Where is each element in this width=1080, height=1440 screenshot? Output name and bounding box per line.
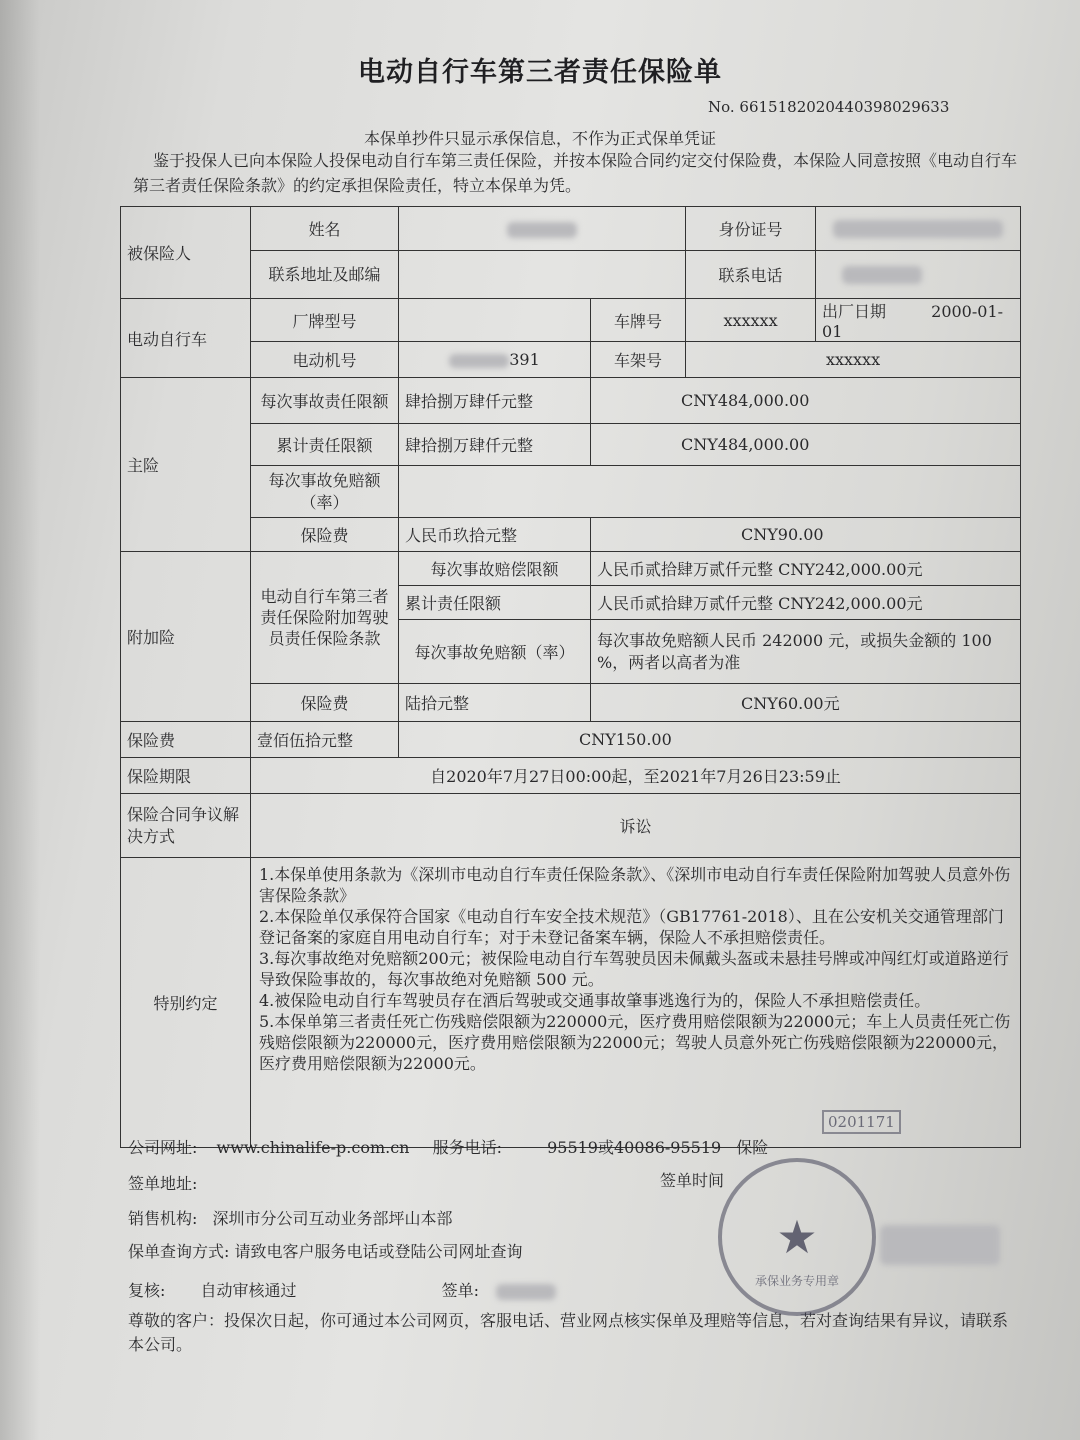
footer-query-line (128, 1239, 523, 1262)
preamble-text: 鉴于投保人已向本保险人投保电动自行车第三责任保险，并按本保险合同约定交付保险费，本保险人同意按照《电动自行车第三者责任保险条款》的约定承担保险责任，特立本保单为凭。 (133, 151, 1018, 195)
redacted-phone (842, 266, 922, 284)
add-row-1 (121, 552, 1021, 586)
query-label: 保单查询方式: (128, 1242, 230, 1261)
main-row-1 (121, 378, 1021, 424)
add-total-value: 人民币贰拾肆万贰仟元整 CNY242,000.00元 (591, 586, 1021, 620)
website-link[interactable]: www.chinalife-p.com.cn (216, 1138, 410, 1157)
redacted-id (833, 220, 1003, 238)
vehicle-row-2 (121, 342, 1021, 378)
add-row-4 (121, 684, 1021, 722)
motor-value: 391 (399, 342, 591, 378)
main-row-3 (121, 466, 1021, 518)
add-deductible-value: 每次事故免赔额人民币 242000 元，或损失金额的 100 %，两者以高者为准 (591, 620, 1021, 684)
date-label: 出厂日期 (822, 302, 887, 321)
redacted-signer (496, 1284, 556, 1300)
main-premium-words: 人民币玖拾元整 (399, 518, 591, 552)
service-label: 服务电话: (432, 1138, 502, 1157)
plate-label: 车牌号 (591, 299, 686, 342)
insured-row-1 (121, 207, 1021, 251)
main-limit-words: 肆拾捌万肆仟元整 (399, 378, 591, 424)
phone-label: 联系电话 (686, 251, 816, 299)
paper-shadow (0, 0, 40, 1440)
name-value (399, 207, 686, 251)
dispute-row (121, 794, 1021, 858)
main-section-label: 主险 (121, 378, 251, 552)
review-value: 自动审核通过 (200, 1281, 297, 1300)
main-limit-label: 每次事故责任限额 (251, 378, 399, 424)
date-value: 2000-01-01 (822, 302, 1004, 341)
special-row (121, 858, 1021, 1148)
main-total-words: 肆拾捌万肆仟元整 (399, 424, 591, 466)
motor-label: 电动机号 (251, 342, 399, 378)
insured-row-2 (121, 251, 1021, 299)
main-deductible-value (399, 466, 1021, 518)
id-value (816, 207, 1021, 251)
add-premium-amount: CNY60.00元 (591, 684, 1021, 722)
vehicle-section-label: 电动自行车 (121, 299, 251, 378)
footer-sales-line (128, 1206, 453, 1229)
add-total-label: 累计责任限额 (399, 586, 591, 620)
add-limit-label: 每次事故赔偿限额 (399, 552, 591, 586)
brand-label: 厂牌型号 (251, 299, 399, 342)
special-terms (251, 858, 1021, 1148)
seal-star-icon: ★ (776, 1210, 818, 1264)
special-label: 特别约定 (121, 858, 251, 1148)
policy-number: No. 6615182020440398029633 (708, 98, 950, 116)
redacted-name (507, 222, 577, 238)
insurer-label: 保险 (736, 1138, 769, 1157)
main-premium-amount: CNY90.00 (591, 518, 1021, 552)
add-premium-label: 保险费 (251, 684, 399, 722)
id-label: 身份证号 (686, 207, 816, 251)
footer-website-line (128, 1135, 768, 1158)
main-row-4 (121, 518, 1021, 552)
special-item: 5.本保单第三者责任死亡伤残赔偿限额为220000元，医疗费用赔偿限额为22000元；车上人员责任死亡伤残赔偿限额为220000元，医疗费用赔偿限额为22000元；驾驶人员意外死亡伤残赔偿限额为220000元，医疗费用赔偿限额为22000元。 (259, 1012, 1011, 1073)
plate-value: xxxxxx (686, 299, 816, 342)
special-item: 4.被保险电动自行车驾驶员存在酒后驾驶或交通事故肇事逃逸行为的，保险人不承担赔偿责任。 (259, 991, 931, 1010)
main-row-2 (121, 424, 1021, 466)
main-total-amount: CNY484,000.00 (591, 424, 1021, 466)
premium-words: 壹佰伍拾元整 (251, 722, 399, 758)
vehicle-row-1 (121, 299, 1021, 342)
add-clause: 电动自行车第三者责任保险附加驾驶员责任保险条款 (251, 552, 399, 684)
main-limit-amount: CNY484,000.00 (591, 378, 1021, 424)
phone-value (816, 251, 1021, 299)
signer-label: 签单: (441, 1281, 480, 1300)
copy-notice: 本保单抄件只显示承保信息，不作为正式保单凭证 (363, 129, 716, 148)
special-item: 1.本保单使用条款为《深圳市电动自行车责任保险条款》、《深圳市电动自行车责任保险附加驾驶人员意外伤害保险条款》 (259, 865, 1011, 905)
name-label: 姓名 (251, 207, 399, 251)
special-item: 2.本保险单仅承保符合国家《电动自行车安全技术规范》（GB17761-2018）、且在公安机关交通管理部门登记备案的家庭自用电动自行车；对于未登记备案车辆，保险人不承担赔偿责任。 (259, 907, 1004, 947)
frame-label: 车架号 (591, 342, 686, 378)
company-seal (718, 1158, 876, 1316)
review-label: 复核: (128, 1281, 166, 1300)
document-title: 电动自行车第三者责任保险单 (358, 57, 722, 88)
redacted-motor (449, 354, 509, 368)
query-value: 请致电客户服务电话或登陆公司网址查询 (234, 1242, 523, 1261)
sales-value: 深圳市分公司互动业务部坪山本部 (212, 1209, 453, 1228)
insured-section-label: 被保险人 (121, 207, 251, 299)
dispute-label: 保险合同争议解决方式 (121, 794, 251, 858)
frame-value: xxxxxx (686, 342, 1021, 378)
premium-amount: CNY150.00 (399, 722, 1021, 758)
sign-time-label: 签单时间 (660, 1171, 725, 1190)
dispute-value: 诉讼 (251, 794, 1021, 858)
main-total-label: 累计责任限额 (251, 424, 399, 466)
period-row (121, 758, 1021, 794)
address-label: 联系地址及邮编 (251, 251, 399, 299)
service-phone: 95519或40086-95519 (547, 1138, 722, 1157)
main-deductible-label: 每次事故免赔额（率） (251, 466, 399, 518)
policy-table (120, 206, 1021, 1148)
footer-note: 尊敬的客户：投保次日起，你可通过本公司网页，客服电话、营业网点核实保单及理赔等信息，若对查询结果有异议，请联系本公司。 (128, 1311, 1009, 1354)
address-value (399, 251, 686, 299)
footer-review-line (128, 1278, 556, 1301)
seal-code: 0201171 (822, 1110, 901, 1134)
main-premium-label: 保险费 (251, 518, 399, 552)
footer-sign-address-line (128, 1171, 197, 1194)
date-cell (816, 299, 1021, 342)
period-value: 自2020年7月27日00:00起，至2021年7月26日23:59止 (251, 758, 1021, 794)
period-label: 保险期限 (121, 758, 251, 794)
add-section-label: 附加险 (121, 552, 251, 722)
sign-address-label: 签单地址: (128, 1174, 198, 1193)
website-label: 公司网址: (128, 1138, 198, 1157)
premium-label: 保险费 (121, 722, 251, 758)
add-limit-value: 人民币贰拾肆万贰仟元整 CNY242,000.00元 (591, 552, 1021, 586)
special-item: 3.每次事故绝对免赔额200元；被保险电动自行车驾驶员因未佩戴头盔或未悬挂号牌或冲闯红灯或道路逆行导致保险事故的，每次事故绝对免赔额 500 元。 (259, 949, 1009, 989)
redacted-signature (880, 1225, 1000, 1265)
sales-label: 销售机构: (128, 1209, 198, 1228)
add-premium-words: 陆拾元整 (399, 684, 591, 722)
brand-value (399, 299, 591, 342)
add-deductible-label: 每次事故免赔额（率） (399, 620, 591, 684)
seal-text: 承保业务专用章 (754, 1274, 839, 1288)
premium-row (121, 722, 1021, 758)
